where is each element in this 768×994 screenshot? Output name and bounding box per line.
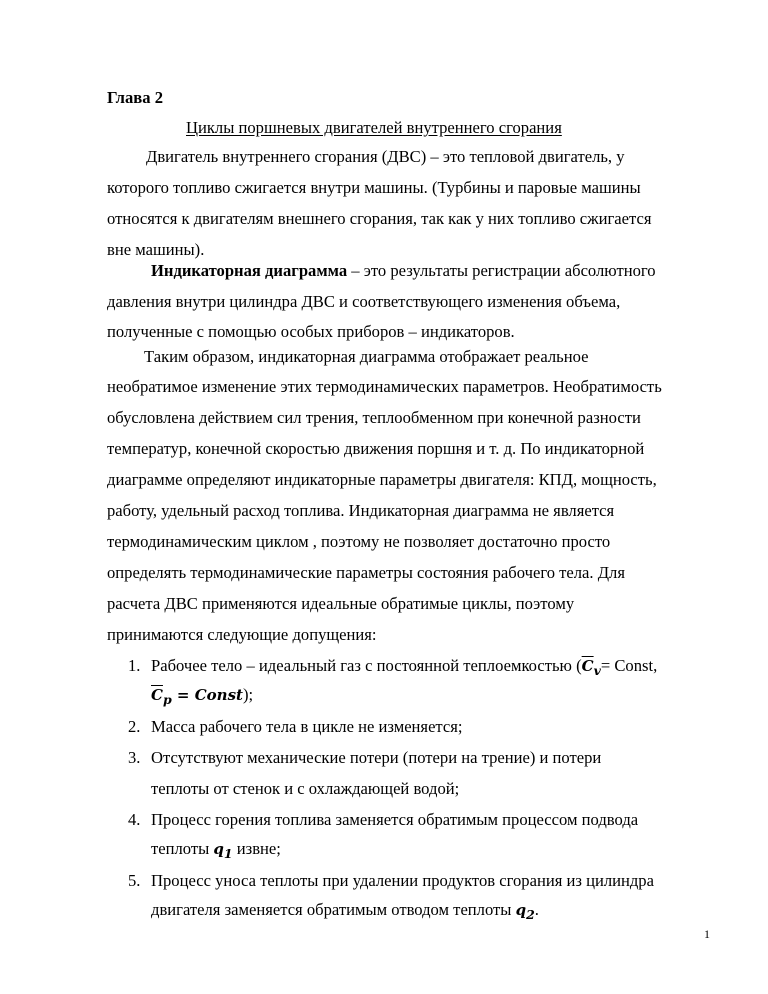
list-item-continuation: $\overline{C}_p$ = Const); xyxy=(151,685,254,707)
list-item: Рабочее тело – идеальный газ с постоянной теплоемкостью ($\overline{C}_v=$ Const, xyxy=(151,656,658,678)
paragraph-3-line: работу, удельный расход топлива. Индикаторная диаграмма не является xyxy=(107,501,615,520)
q2-symbol: $q_2$ xyxy=(515,901,535,922)
list-number: 1. xyxy=(128,656,141,675)
paragraph-1-line: вне машины). xyxy=(107,240,205,259)
paragraph-3-line: расчета ДВС применяются идеальные обратимые циклы, поэтому xyxy=(107,594,575,613)
term-bold: Индикаторная диаграмма xyxy=(151,261,348,280)
paragraph-2-line: полученные с помощью особых приборов – индикаторов. xyxy=(107,322,515,341)
list-number: 3. xyxy=(128,748,141,767)
page-number: 1 xyxy=(704,927,710,941)
paragraph-1-line: относятся к двигателям внешнего сгорания, так как у них топливо сжигается xyxy=(107,209,652,228)
paragraph-3-line: обусловлена действием сил трения, теплообменном при конечной разности xyxy=(107,408,641,427)
chapter-heading: Глава 2 xyxy=(107,88,163,107)
cp-formula: $\overline{C}_p$ = Const xyxy=(151,686,243,707)
paragraph-3-line: диаграмме определяют индикаторные параметры двигателя: КПД, мощность, xyxy=(107,470,657,489)
paragraph-1-line: Двигатель внутреннего сгорания (ДВС) – это тепловой двигатель, у xyxy=(146,147,625,166)
q1-symbol: $q_1$ xyxy=(213,840,233,861)
paragraph-2-line: Индикаторная диаграмма – это результаты регистрации абсолютного xyxy=(151,261,656,280)
list-item-continuation: теплоты от стенок и с охлаждающей водой; xyxy=(151,779,460,798)
list-number: 5. xyxy=(128,871,141,890)
list-number: 2. xyxy=(128,717,141,736)
paragraph-1-line: которого топливо сжигается внутри машины. (Турбины и паровые машины xyxy=(107,178,641,197)
paragraph-3-line: температур, конечной скоростью движения поршня и т. д. По индикаторной xyxy=(107,439,645,458)
list-item: Отсутствуют механические потери (потери на трение) и потери xyxy=(151,748,602,767)
paragraph-2-line: давления внутри цилиндра ДВС и соответствующего изменения объема, xyxy=(107,292,621,311)
paragraph-3-line: термодинамическим циклом , поэтому не позволяет достаточно просто xyxy=(107,532,611,551)
list-item-continuation: теплоты $q_1$ извне; xyxy=(151,839,281,861)
cv-symbol: $\overline{C}_v$ xyxy=(581,657,601,678)
paragraph-3-line: определять термодинамические параметры состояния рабочего тела. Для xyxy=(107,563,625,582)
paragraph-3-line: принимаются следующие допущения: xyxy=(107,625,377,644)
paragraph-3-line: Таким образом, индикаторная диаграмма отображает реальное xyxy=(144,347,589,366)
section-title: Циклы поршневых двигателей внутреннего сгорания xyxy=(186,118,562,137)
list-number: 4. xyxy=(128,810,141,829)
list-item: Процесс горения топлива заменяется обратимым процессом подвода xyxy=(151,810,639,829)
list-item: Масса рабочего тела в цикле не изменяется; xyxy=(151,717,463,736)
paragraph-3-line: необратимое изменение этих термодинамических параметров. Необратимость xyxy=(107,377,662,396)
list-item-continuation: двигателя заменяется обратимым отводом теплоты $q_2$. xyxy=(151,900,539,922)
list-item: Процесс уноса теплоты при удалении продуктов сгорания из цилиндра xyxy=(151,871,654,890)
